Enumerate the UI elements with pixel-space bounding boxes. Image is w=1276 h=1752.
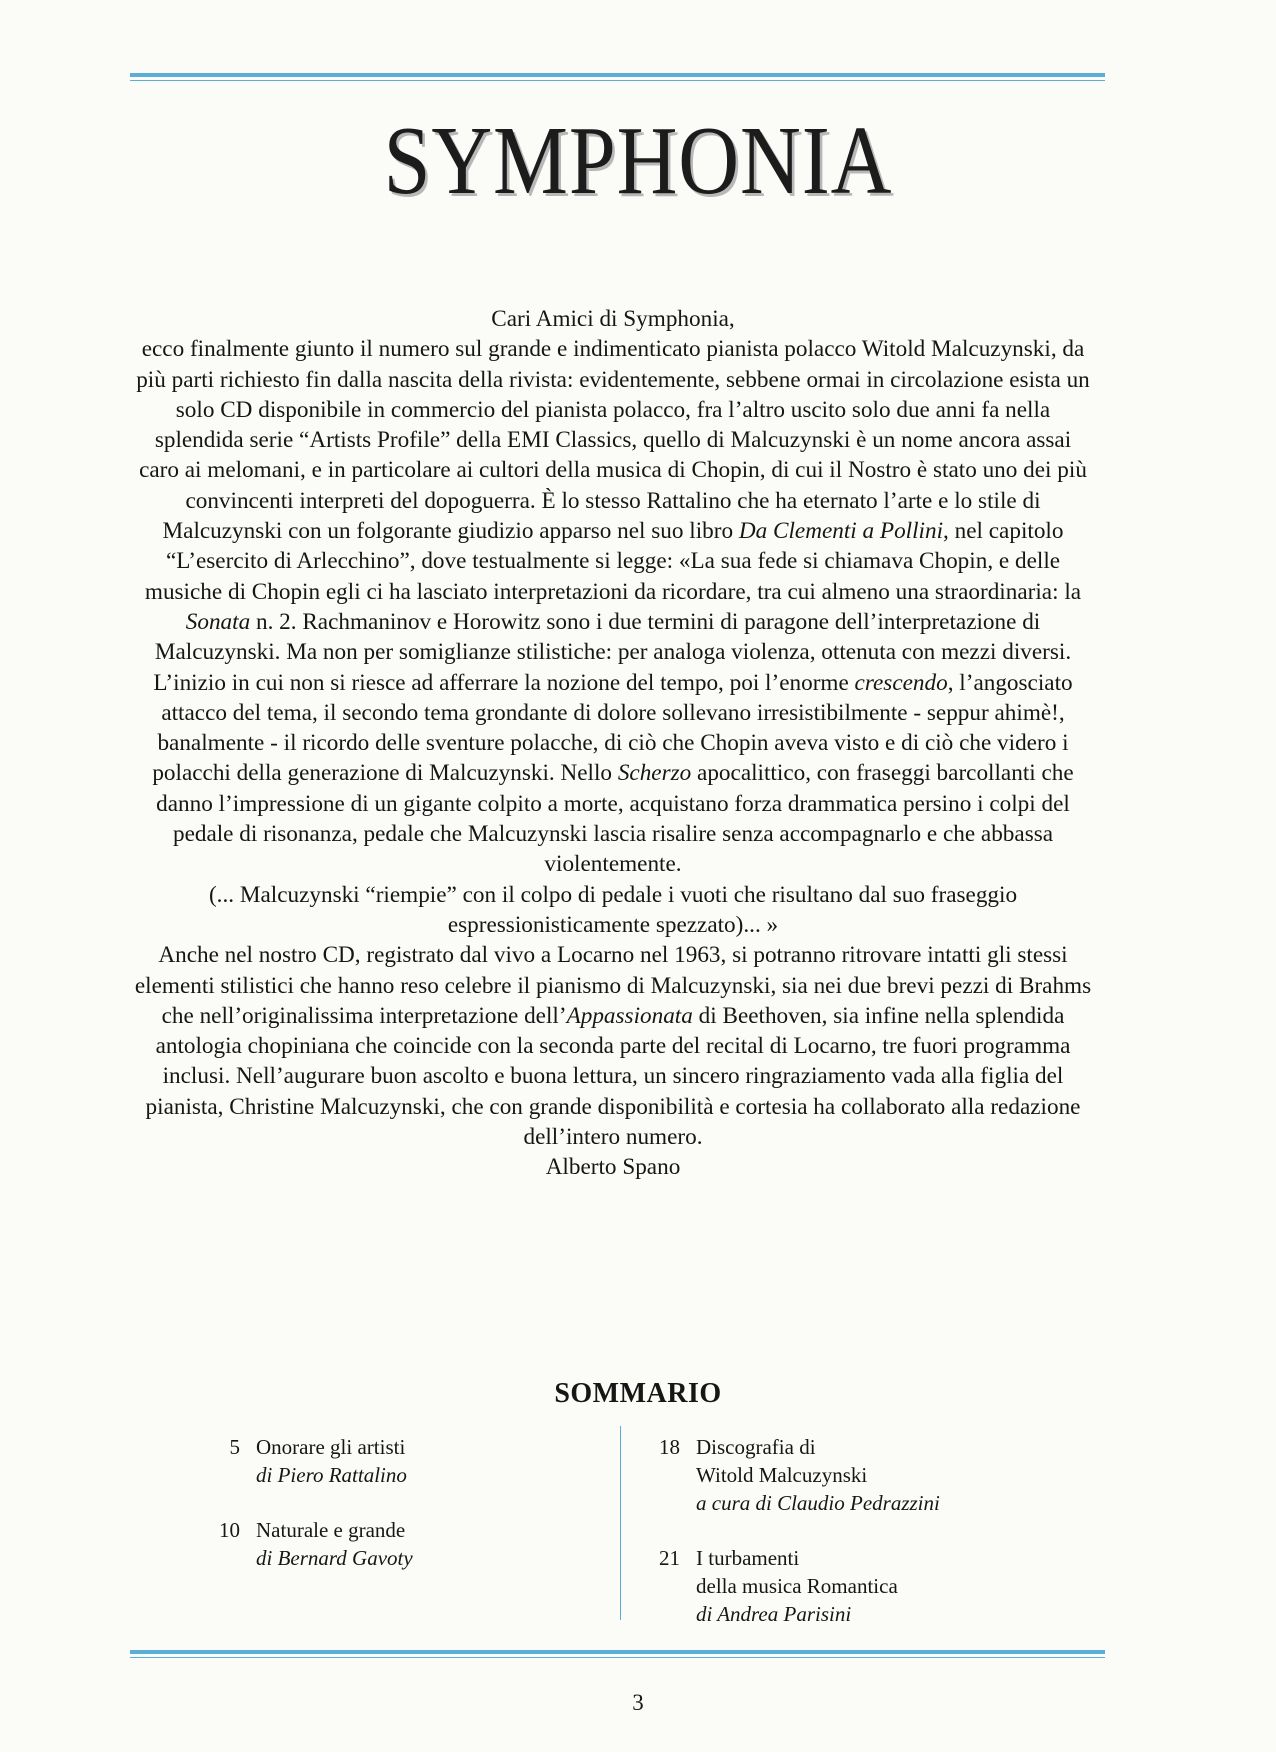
toc-entry-title: Discografia di [696, 1435, 816, 1459]
editorial-letter [133, 304, 1093, 1183]
work-title-scherzo: Scherzo [617, 760, 692, 787]
toc-page-number: 5 [229, 1435, 240, 1459]
toc-divider [620, 1426, 621, 1620]
bottom-rule [130, 1650, 1105, 1658]
letter-text: Anche nel nostro CD, registrato dal vivo a Locarno nel 1963, si potranno ritrovare intatti gli stessi elementi stilistici che hanno reso celebre il pianismo di Malcuzynski, sia nei due brevi pezzi di Brahms che nell’originalissima interpretazione dell’ [134, 942, 1092, 1029]
toc-entry-author: di Andrea Parisini [696, 1602, 852, 1626]
bottom-rule-thin [130, 1657, 1105, 1658]
top-rule-thick [130, 73, 1105, 77]
letter-text: ecco finalmente giunto il numero sul grande e indimenticato pianista polacco Witold Malcuzynski, da più parti richiesto fin dalla nascita della rivista: evidentemente, sebbene ormai in circolazione esista un solo CD disponibile in commercio del pianista polacco, fra l’altro uscito solo due anni fa nella splendida serie “Artists Profile” della EMI Classics, quello di Malcuzynski è un nome ancora assai caro ai melomani, e in particolare ai cultori della musica di Chopin, di cui il Nostro è stato uno dei più convincenti interpreti del dopoguerra. È lo stesso Rattalino che ha eternato l’arte e lo stile di Malcuzynski con un folgorante giudizio apparso nel suo libro [136, 336, 1090, 545]
toc-entry-author: di Piero Rattalino [256, 1463, 407, 1487]
letter-paragraph-3 [133, 940, 1093, 1152]
toc-entry-author: di Bernard Gavoty [256, 1546, 413, 1570]
letter-signature: Alberto Spano [545, 1154, 681, 1181]
toc-page-number: 18 [659, 1435, 680, 1459]
bottom-rule-thick [130, 1650, 1105, 1654]
page-number: 3 [632, 1690, 644, 1715]
toc-title: SOMMARIO [554, 1378, 722, 1409]
toc-page-number: 10 [219, 1518, 240, 1542]
toc-entry-text [256, 1433, 407, 1489]
letter-text: apocalittico, con fraseggi barcollanti che danno l’impressione di un gigante colpito a morte, acquistano forza drammatica persino i colpi del pedale di risonanza, pedale che Malcuzynski lascia risalire senza accompagnarlo e che abbassa violentemente. [156, 760, 1074, 878]
top-rule-thin [130, 80, 1105, 81]
letter-paragraph-2: (... Malcuzynski “riempie” con il colpo di pedale i vuoti che risultano dal suo fraseggio espressionisticamente spezzato)... » [208, 881, 1018, 938]
toc-entry-text [696, 1544, 898, 1628]
top-rule [130, 73, 1105, 81]
toc-entry-title: Naturale e grande [256, 1518, 406, 1542]
work-title-sonata: Sonata [185, 608, 251, 635]
toc-page-number: 21 [659, 1546, 680, 1570]
letter-text: , l’angosciato attacco del tema, il secondo tema grondante di dolore sollevano irresistibilmente - seppur ahimè!, banalmente - il ricordo delle sventure polacche, di ciò che Chopin aveva visto e di ciò che videro i polacchi della generazione di Malcuzynski. Nello [152, 669, 1073, 787]
letter-text: n. 2. Rachmaninov e Horowitz sono i due termini di paragone dell’interpretazione di Malcuzynski. Ma non per somiglianze stilistiche: per analoga violenza, ottenuta con mezzi diversi. L’inizio in cui non si riesce ad afferrare la nozione del tempo, poi l’enorme [153, 608, 1072, 696]
letter-text: , nel capitolo “L’esercito di Arlecchino”, dove testualmente si legge: «La sua fede si chiamava Chopin, e delle musiche di Chopin egli ci ha lasciato interpretazioni da ricordare, tra cui almeno una straordinaria: la [144, 518, 1082, 605]
toc-entry-title-line-2: della musica Romantica [696, 1574, 898, 1598]
term-crescendo: crescendo [854, 669, 948, 696]
toc-entry-title: Onorare gli artisti [256, 1435, 406, 1459]
letter-paragraph-1 [133, 334, 1093, 879]
book-title: Da Clementi a Pollini [738, 518, 944, 545]
masthead-title: SYMPHONIA [383, 107, 893, 215]
letter-greeting: Cari Amici di Symphonia, [491, 306, 735, 332]
toc-entry-author: a cura di Claudio Pedrazzini [696, 1491, 940, 1515]
work-title-appassionata: Appassionata [566, 1002, 693, 1029]
toc-entry-text [696, 1433, 940, 1517]
toc-entry-text [256, 1516, 413, 1572]
letter-text: di Beethoven, sia infine nella splendida antologia chopiniana che coincide con la seconda parte del recital di Locarno, tre fuori programma inclusi. Nell’augurare buon ascolto e buona lettura, un sincero ringraziamento vada alla figlia del pianista, Christine Malcuzynski, che con grande disponibilità e cortesia ha collaborato alla redazione dell’intero numero. [145, 1002, 1081, 1151]
toc-entry-title: I turbamenti [696, 1546, 800, 1570]
toc-entry-title-line-2: Witold Malcuzynski [696, 1463, 868, 1487]
